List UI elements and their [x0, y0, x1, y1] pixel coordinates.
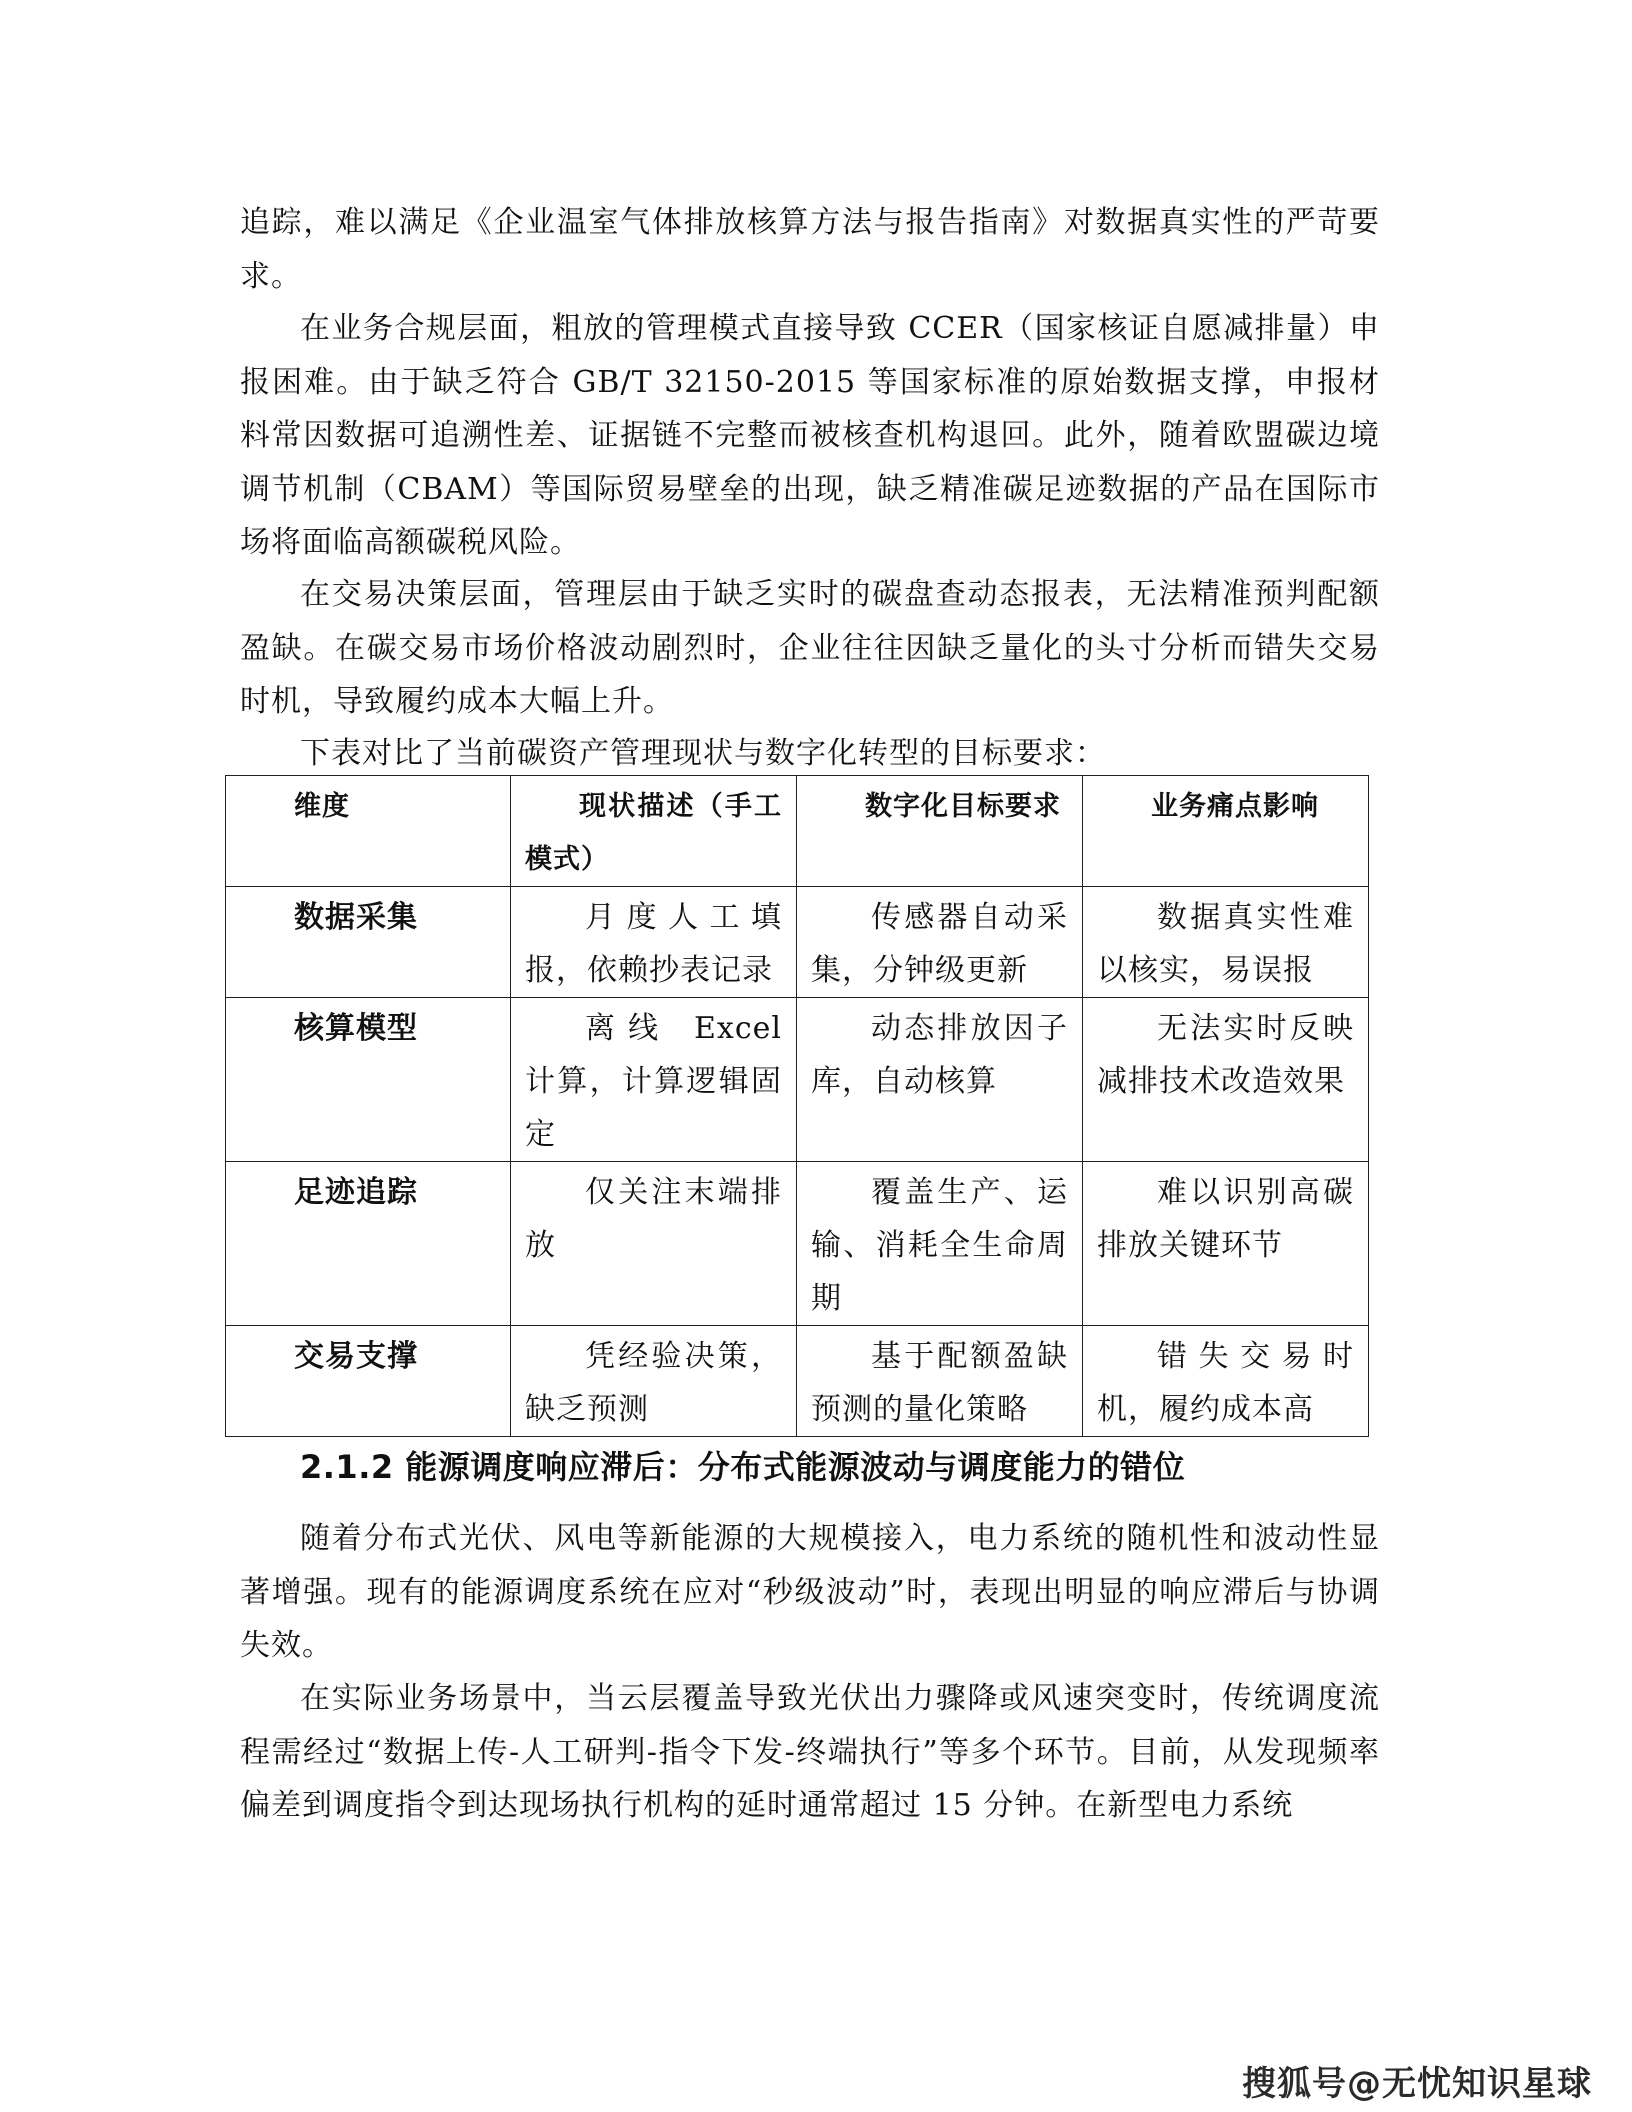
table-row — [226, 998, 1369, 1162]
paragraph-distributed-energy: 随着分布式光伏、风电等新能源的大规模接入，电力系统的随机性和波动性显著增强。现有的能源调度系统在应对“秒级波动”时，表现出明显的响应滞后与协调失效。 — [240, 1521, 1380, 1663]
table-header-cell: 现状描述（手工模式） — [511, 776, 797, 887]
table-cell: 凭经验决策，缺乏预测 — [511, 1326, 797, 1437]
table-cell: 覆盖生产、运输、消耗全生命周期 — [797, 1162, 1083, 1326]
table-row-label: 交易支撑 — [226, 1326, 511, 1437]
table-row-label: 数据采集 — [226, 887, 511, 998]
section-heading: 2.1.2 能源调度响应滞后：分布式能源波动与调度能力的错位 — [300, 1448, 1186, 1486]
paragraph-dispatch-delay: 在实际业务场景中，当云层覆盖导致光伏出力骤降或风速突变时，传统调度流程需经过“数据上传-人工研判-指令下发-终端执行”等多个环节。目前，从发现频率偏差到调度指令到达现场执行机构的延时通常超过 15 分钟。在新型电力系统 — [240, 1681, 1380, 1823]
table-cell: 动态排放因子库，自动核算 — [797, 998, 1083, 1162]
table-cell: 离线 Excel 计算，计算逻辑固定 — [511, 998, 797, 1162]
table-cell: 难以识别高碳排放关键环节 — [1083, 1162, 1369, 1326]
table-header-row — [226, 776, 1369, 887]
table-header-cell: 业务痛点影响 — [1083, 776, 1369, 887]
table-cell: 无法实时反映减排技术改造效果 — [1083, 998, 1369, 1162]
table-cell: 传感器自动采集，分钟级更新 — [797, 887, 1083, 998]
paragraph-compliance: 在业务合规层面，粗放的管理模式直接导致 CCER（国家核证自愿减排量）申报困难。由于缺乏符合 GB/T 32150-2015 等国家标准的原始数据支撑，申报材料常因数据可追溯性差、证据链不完整而被核查机构退回。此外，随着欧盟碳边境调节机制（CBAM）等国际贸易壁垒的出现，缺乏精准碳足迹数据的产品在国际市场将面临高额碳税风险。 — [240, 311, 1380, 560]
table-cell: 错失交易时机，履约成本高 — [1083, 1326, 1369, 1437]
table-row — [226, 1326, 1369, 1437]
table-cell: 仅关注末端排放 — [511, 1162, 797, 1326]
table-header-cell: 维度 — [226, 776, 511, 887]
paragraph-continuation: 追踪，难以满足《企业温室气体排放核算方法与报告指南》对数据真实性的严苛要求。 — [240, 205, 1380, 294]
table-cell: 基于配额盈缺预测的量化策略 — [797, 1326, 1083, 1437]
table-row — [226, 887, 1369, 998]
table-row — [226, 1162, 1369, 1326]
paragraph-table-intro: 下表对比了当前碳资产管理现状与数字化转型的目标要求： — [300, 736, 1106, 771]
table-row-label: 核算模型 — [226, 998, 511, 1162]
table-cell: 数据真实性难以核实，易误报 — [1083, 887, 1369, 998]
comparison-table — [225, 775, 1369, 1437]
table-cell: 月度人工填报，依赖抄表记录 — [511, 887, 797, 998]
table-row-label: 足迹追踪 — [226, 1162, 511, 1326]
sohu-watermark: 搜狐号@无忧知识星球 — [1242, 2064, 1592, 2104]
paragraph-trading: 在交易决策层面，管理层由于缺乏实时的碳盘查动态报表，无法精准预判配额盈缺。在碳交易市场价格波动剧烈时，企业往往因缺乏量化的头寸分析而错失交易时机，导致履约成本大幅上升。 — [240, 577, 1380, 719]
table-header-cell: 数字化目标要求 — [797, 776, 1083, 887]
